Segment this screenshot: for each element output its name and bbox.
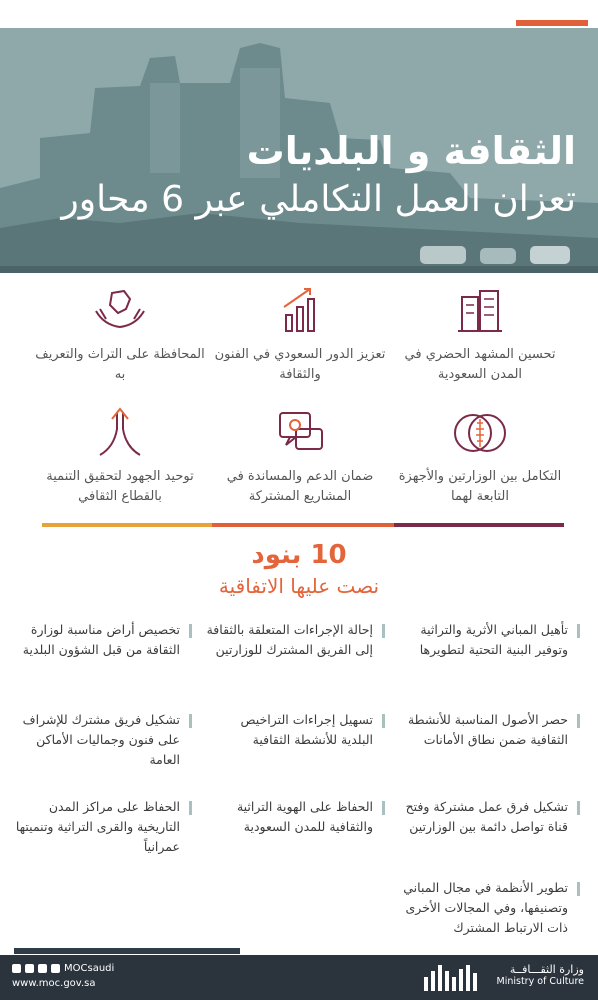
twitter-icon[interactable] [12, 964, 21, 973]
social-handle[interactable]: MOCsaudi [64, 963, 115, 974]
clause-item [12, 620, 192, 660]
ministry-name [497, 963, 584, 987]
clause-marker [577, 624, 580, 638]
clause-marker [382, 624, 385, 638]
hero-subtitle: تعزان العمل التكاملي عبر 6 محاور [61, 179, 576, 220]
integration-circles-icon [450, 407, 510, 459]
top-rule [0, 20, 520, 26]
clause-item [205, 797, 385, 837]
axis-text: توحيد الجهود لتحقيق التنمية بالقطاع الثقافي [46, 469, 194, 504]
instagram-icon[interactable] [38, 964, 47, 973]
clause-item [12, 710, 192, 770]
footer [0, 955, 598, 1000]
axis-text: تحسين المشهد الحضري في المدن السعودية [404, 347, 556, 382]
ministry-name-en: Ministry of Culture [496, 976, 584, 987]
clause-text: تخصيص أراض مناسبة لوزارة الثقافة من قبل الشؤون البلدية [22, 622, 180, 657]
website-link[interactable]: www.moc.gov.sa [12, 978, 96, 989]
hero-banner [0, 28, 598, 273]
clause-marker [189, 801, 192, 815]
axes-grid [20, 285, 580, 515]
clause-item [400, 878, 580, 938]
clause-text: تطوير الأنظمة في مجال المباني وتصنيفها، وفي المجالات الأخرى ذات الارتباط المشترك [403, 880, 568, 935]
clauses-count: 10 بنود [251, 540, 347, 570]
section-divider [42, 523, 564, 527]
clause-item [205, 710, 385, 750]
clause-item [205, 620, 385, 660]
clause-text: تشكيل فرق عمل مشتركة وفتح قناة تواصل دائمة بين الوزارتين [405, 799, 568, 834]
axis-text: تعزيز الدور السعودي في الفنون والثقافة [214, 347, 386, 382]
ministry-logo-mark [424, 963, 494, 991]
axis-support [210, 407, 390, 517]
axis-heritage [30, 285, 210, 395]
footer-contact [12, 961, 114, 991]
clause-marker [382, 801, 385, 815]
clauses-subtitle: نصت عليها الاتفاقية [218, 574, 380, 598]
clause-item [12, 797, 192, 857]
youtube-icon[interactable] [25, 964, 34, 973]
axis-unify [30, 407, 210, 517]
axis-text: ضمان الدعم والمساندة في المشاريع المشتركة [226, 469, 374, 504]
heritage-hands-icon [90, 285, 150, 337]
clause-item [400, 620, 580, 660]
clause-text: إحالة الإجراءات المتعلقة بالثقافة إلى الفريق المشترك للوزارتين [206, 622, 373, 657]
hero-title: الثقافة و البلديات [246, 129, 576, 173]
axis-urban [390, 285, 570, 395]
unified-arrows-icon [90, 407, 150, 459]
axis-integration [390, 407, 570, 517]
clause-text: تأهيل المباني الأثرية والتراثية وتوفير البنية التحتية لتطويرها [419, 622, 568, 657]
snapchat-icon[interactable] [51, 964, 60, 973]
buildings-icon [450, 285, 510, 337]
ministry-name-ar: وزارة الثقـــافــة [509, 963, 584, 976]
clause-marker [382, 714, 385, 728]
clause-marker [189, 624, 192, 638]
axis-text: المحافظة على التراث والتعريف به [35, 347, 205, 382]
clause-item [400, 710, 580, 750]
social-row [12, 961, 114, 976]
clause-text: الحفاظ على مراكز المدن التاريخية والقرى التراثية وتنميتها عمرانياً [15, 799, 180, 854]
clause-marker [577, 714, 580, 728]
axis-text: التكامل بين الوزارتين والأجهزة التابعة لهما [398, 469, 562, 504]
clause-text: الحفاظ على الهوية التراثية والثقافية للمدن السعودية [236, 799, 373, 834]
clause-item [400, 797, 580, 837]
clause-text: حصر الأصول المناسبة للأنشطة الثقافية ضمن نطاق الأمانات [407, 712, 568, 747]
clause-marker [577, 882, 580, 896]
axis-arts [210, 285, 390, 395]
growth-chart-icon [270, 285, 330, 337]
support-chat-icon [270, 407, 330, 459]
clause-text: تشكيل فريق مشترك للإشراف على فنون وجماليات الأماكن العامة [22, 712, 180, 767]
footer-accent-bar [14, 948, 240, 954]
clause-text: تسهيل إجراءات التراخيص البلدية للأنشطة الثقافية [240, 712, 373, 747]
clause-marker [189, 714, 192, 728]
top-accent-bar [516, 20, 588, 26]
clause-marker [577, 801, 580, 815]
